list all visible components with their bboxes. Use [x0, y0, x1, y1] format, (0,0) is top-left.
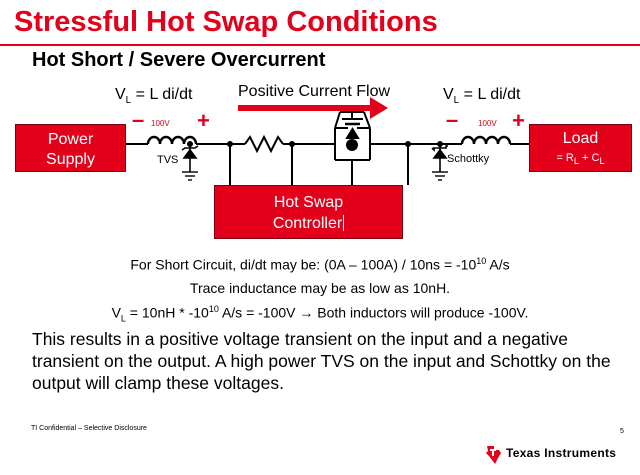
- sense-resistor: [245, 137, 283, 151]
- inductor-right-label: 100V: [478, 119, 497, 128]
- load-block: Load = $R_L + C_L$: [529, 124, 632, 172]
- power-supply-block: Power Supply: [15, 124, 126, 172]
- node-dot: [405, 141, 411, 147]
- node-dot: [227, 141, 233, 147]
- slide-title: Stressful Hot Swap Conditions: [14, 6, 438, 38]
- vl-label-right: $V_L = L$ di/dt: [443, 86, 521, 107]
- ground-icon: [432, 172, 448, 180]
- text-cursor: [343, 215, 344, 231]
- hot-swap-controller-block: Hot Swap Controller: [214, 185, 403, 239]
- trace-inductance-line: Trace inductance may be as low as 10nH.: [189, 280, 451, 296]
- conclusion-paragraph: This results in a positive voltage transient on the input and a negative transient on the output. A high power TVS on the input and Schottky on the output will clamp these voltages.: [32, 329, 611, 393]
- schottky-diode: [432, 144, 448, 172]
- texas-instruments-brand: Texas Instruments: [506, 446, 617, 460]
- tvs-diode: [182, 144, 198, 172]
- short-circuit-didt-line: For Short Circuit, di/dt may be: $(0A - 100A) / 10ns = -10^{10}$ A/s: [130, 256, 510, 273]
- tvs-label: TVS: [157, 154, 179, 166]
- inductor-left-label: 100V: [151, 119, 170, 128]
- plus-sign-left: +: [197, 108, 210, 133]
- output-inductor: [462, 137, 510, 144]
- page-number: 5: [620, 428, 624, 435]
- confidential-footer: TI Confidential – Selective Disclosure: [31, 425, 147, 432]
- ground-icon: [182, 172, 198, 180]
- plus-sign-right: +: [512, 108, 525, 133]
- vl-label-left: $V_L = L$ di/dt: [115, 86, 193, 107]
- node-dot: [289, 141, 295, 147]
- mosfet-body: [346, 139, 358, 151]
- vl-calculation-line: $V_L = 10nH * -10^{10}$ A/s = -100V → Both inductors will produce -100V.: [111, 304, 529, 324]
- slide-subtitle: Hot Short / Severe Overcurrent: [32, 49, 326, 71]
- texas-state-logo-icon: [484, 443, 504, 465]
- minus-sign-left: –: [132, 107, 145, 132]
- minus-sign-right: –: [446, 107, 459, 132]
- schottky-label: Schottky: [447, 153, 490, 165]
- current-flow-label: Positive Current Flow: [238, 83, 391, 100]
